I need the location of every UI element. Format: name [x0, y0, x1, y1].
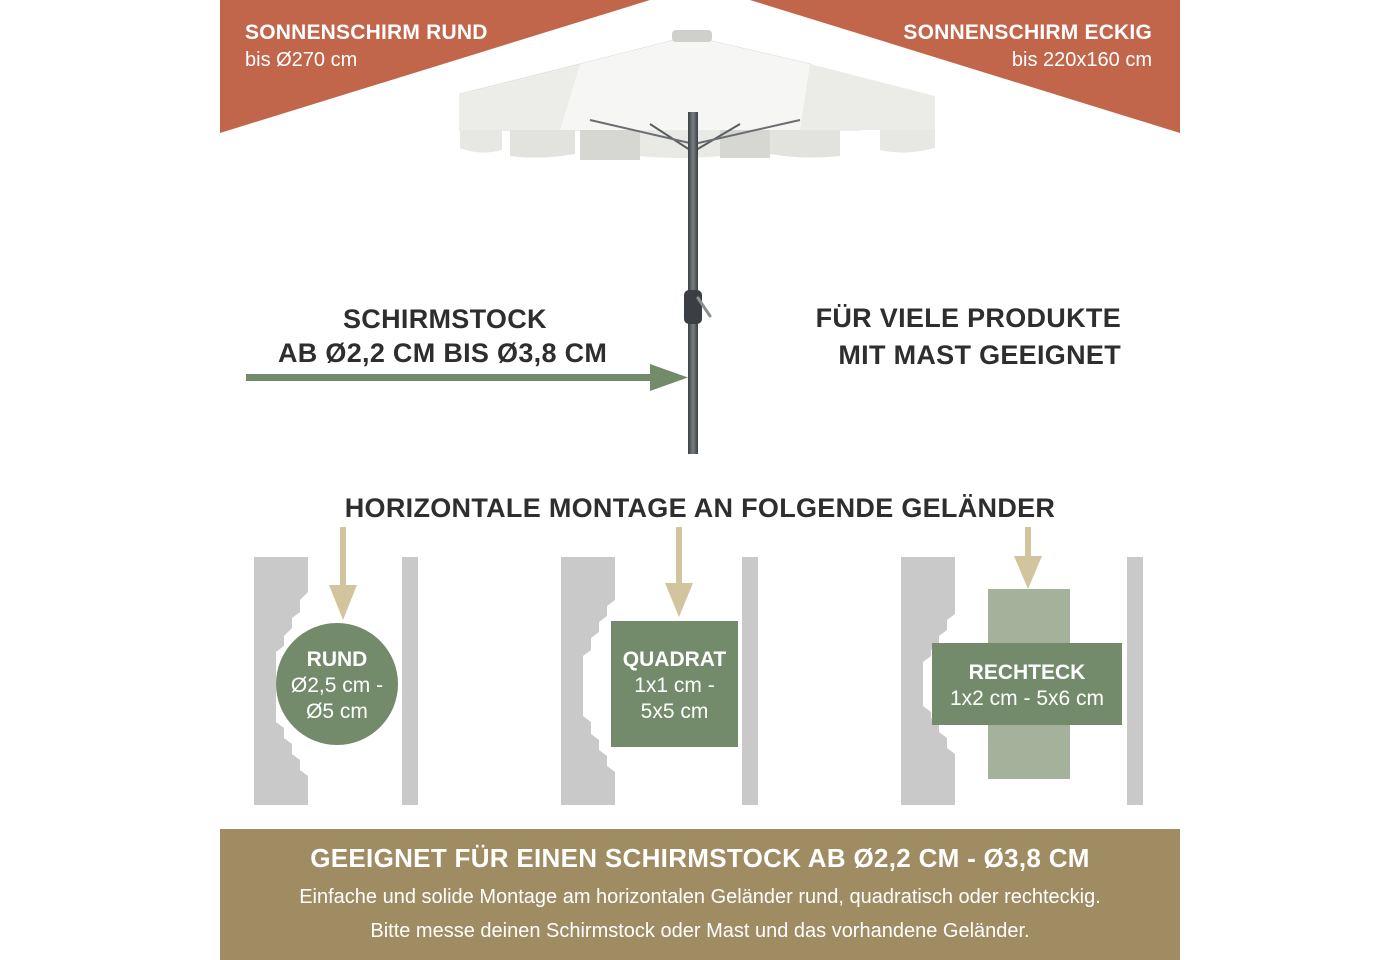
footer-line-1: Einfache und solide Montage am horizontalen Geländer rund, quadratisch oder rechteckig.	[299, 886, 1101, 908]
rectangle-title: RECHTECK	[968, 661, 1086, 684]
footer-line-2: Bitte messe deinen Schirmstock oder Mast und das vorhandene Geländer.	[370, 920, 1030, 942]
railing-bracket-icon	[561, 557, 615, 805]
footer-title: GEEIGNET FÜR EINEN SCHIRMSTOCK AB Ø2,2 CM - Ø3,8 CM	[310, 843, 1090, 873]
square-umbrella-size: bis 220x160 cm	[1011, 49, 1152, 71]
pole-diameter-label: AB Ø2,2 CM BIS Ø3,8 CM	[278, 338, 608, 368]
round-umbrella-title: SONNENSCHIRM RUND	[245, 21, 488, 44]
footer-banner	[220, 829, 1180, 960]
pole-arrow-icon	[246, 362, 696, 392]
mast-label-2: MIT MAST GEEIGNET	[838, 340, 1121, 370]
mount-heading: HORIZONTALE MONTAGE AN FOLGENDE GELÄNDER	[344, 493, 1056, 523]
square-umbrella-title: SONNENSCHIRM ECKIG	[903, 21, 1152, 44]
pole-label: SCHIRMSTOCK	[343, 304, 547, 334]
round-umbrella-size: bis Ø270 cm	[245, 49, 358, 71]
round-range-1: Ø2,5 cm -	[290, 674, 384, 697]
rectangle-range: 1x2 cm - 5x6 cm	[949, 687, 1105, 710]
umbrella-icon	[440, 20, 960, 460]
round-range-2: Ø5 cm	[306, 700, 368, 723]
mast-label: FÜR VIELE PRODUKTE	[815, 303, 1121, 333]
square-range-1: 1x1 cm -	[634, 674, 715, 697]
square-title: QUADRAT	[622, 648, 727, 671]
round-title: RUND	[306, 648, 368, 671]
square-range-2: 5x5 cm	[640, 700, 709, 723]
